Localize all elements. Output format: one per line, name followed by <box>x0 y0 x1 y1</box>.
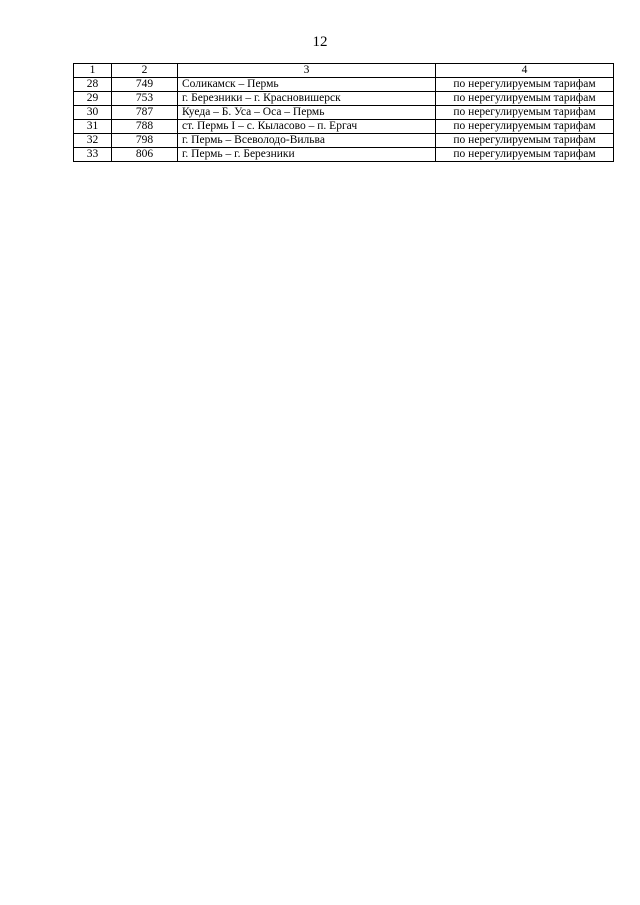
tariff-cell: по нерегулируемым тарифам <box>436 106 614 120</box>
tariff-cell: по нерегулируемым тарифам <box>436 92 614 106</box>
route-number-cell: 749 <box>112 78 178 92</box>
route-number-cell: 787 <box>112 106 178 120</box>
tariff-cell: по нерегулируемым тарифам <box>436 78 614 92</box>
route-number-cell: 788 <box>112 120 178 134</box>
row-number-cell: 30 <box>74 106 112 120</box>
table-row <box>74 92 614 106</box>
route-name-cell: ст. Пермь I – с. Кыласово – п. Ергач <box>178 120 436 134</box>
tariff-cell: по нерегулируемым тарифам <box>436 148 614 162</box>
header-cell-3: 3 <box>178 64 436 78</box>
row-number-cell: 32 <box>74 134 112 148</box>
table-header-row <box>74 64 614 78</box>
routes-table <box>73 63 614 162</box>
table-row <box>74 78 614 92</box>
header-cell-2: 2 <box>112 64 178 78</box>
row-number-cell: 33 <box>74 148 112 162</box>
route-number-cell: 753 <box>112 92 178 106</box>
header-cell-1: 1 <box>74 64 112 78</box>
route-number-cell: 806 <box>112 148 178 162</box>
route-number-cell: 798 <box>112 134 178 148</box>
table-row <box>74 134 614 148</box>
row-number-cell: 28 <box>74 78 112 92</box>
route-name-cell: г. Березники – г. Красновишерск <box>178 92 436 106</box>
tariff-cell: по нерегулируемым тарифам <box>436 120 614 134</box>
table-row <box>74 148 614 162</box>
route-name-cell: г. Пермь – Всеволодо-Вильва <box>178 134 436 148</box>
table-row <box>74 106 614 120</box>
route-name-cell: Соликамск – Пермь <box>178 78 436 92</box>
page-number: 12 <box>312 34 328 50</box>
row-number-cell: 29 <box>74 92 112 106</box>
header-cell-4: 4 <box>436 64 614 78</box>
row-number-cell: 31 <box>74 120 112 134</box>
route-name-cell: Куеда – Б. Уса – Оса – Пермь <box>178 106 436 120</box>
tariff-cell: по нерегулируемым тарифам <box>436 134 614 148</box>
table-row <box>74 120 614 134</box>
route-name-cell: г. Пермь – г. Березники <box>178 148 436 162</box>
